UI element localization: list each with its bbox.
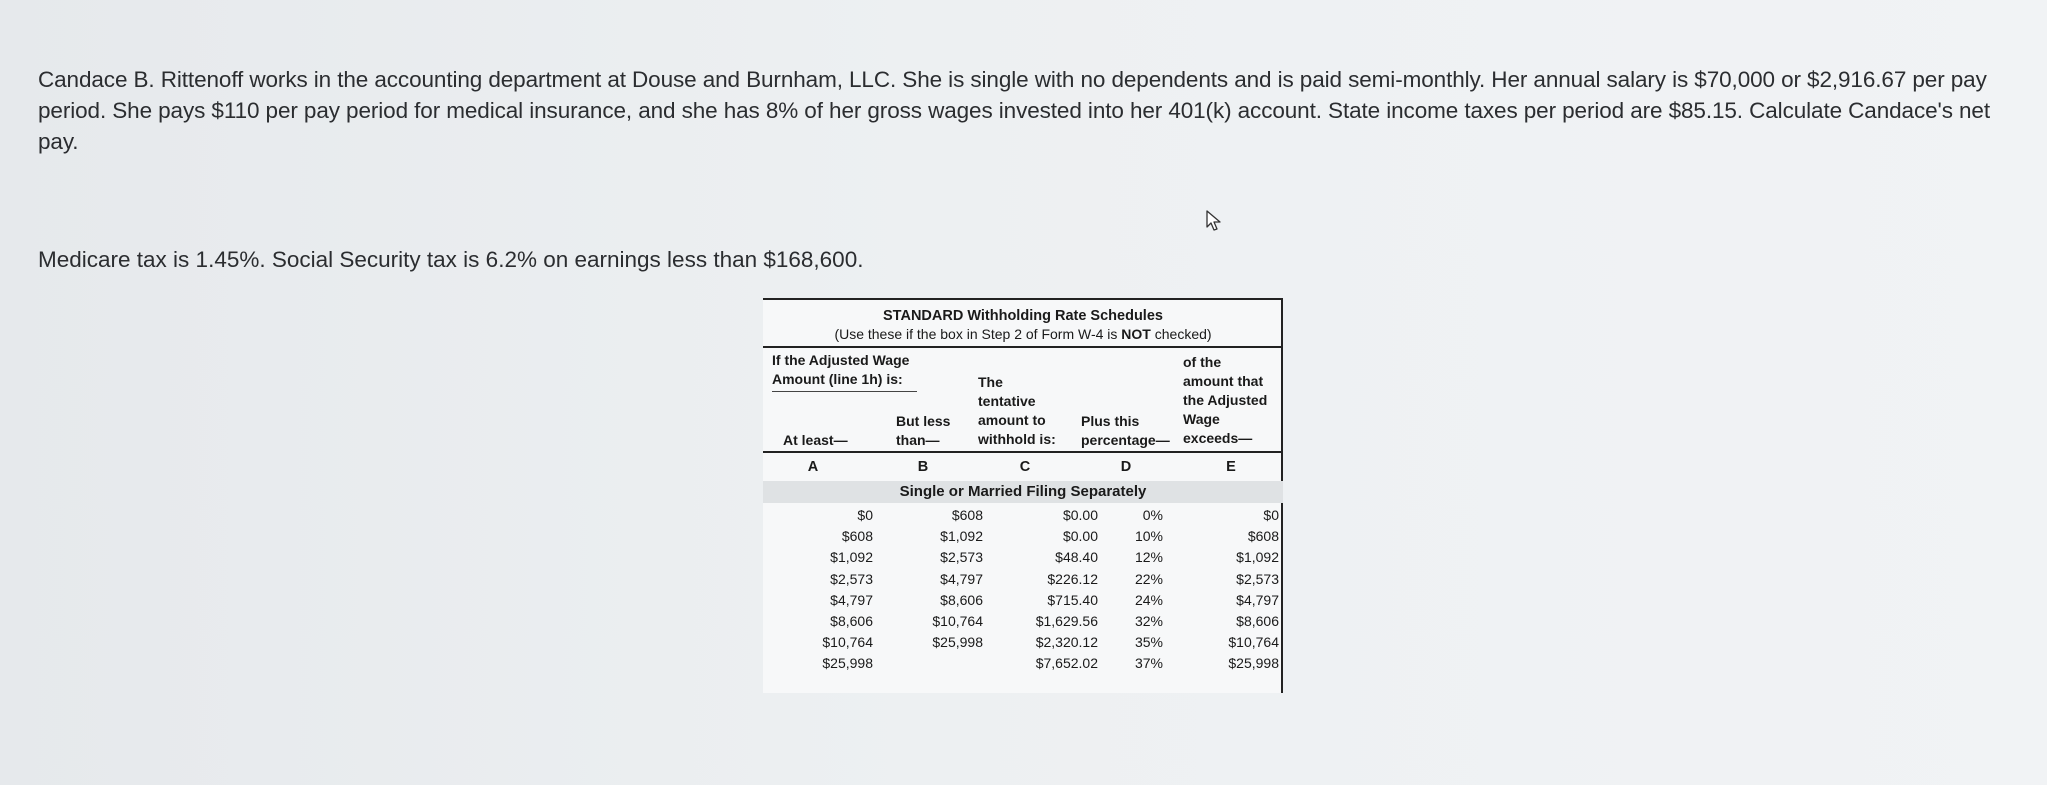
table-title: STANDARD Withholding Rate Schedules [883,308,1163,324]
table-cell-e: $1,092 [1236,549,1279,566]
table-cell-d: 22% [1134,570,1163,587]
header-line: tentative [978,393,1036,409]
table-cell-d: 10% [1134,528,1163,545]
table-cell-e: $8,606 [1236,613,1279,629]
header-underline [772,391,917,392]
table-cell-a: $8,606 [830,613,873,629]
table-top-rule [763,298,1283,300]
table-cell-e: $4,797 [1236,591,1279,608]
header-adjusted-wage [772,351,909,389]
withholding-table [763,298,1283,693]
header-rule [763,346,1283,348]
table-subtitle [763,326,1283,342]
table-cell-b: $608 [951,507,983,523]
header-plus-percentage [1081,412,1170,450]
subtitle-emphasis: NOT [1121,326,1151,342]
header-line: Amount (line 1h) is: [772,371,903,387]
header-amount-exceeds [1183,353,1267,448]
table-cell-d: 37% [1134,655,1163,672]
table-cell-a: $25,998 [822,655,873,672]
table-cell-e: $2,573 [1236,570,1279,587]
table-cell-a: $10,764 [822,634,873,651]
table-cell-d: 24% [1134,591,1163,608]
header-line: The [978,374,1003,390]
header-line: percentage— [1081,432,1170,448]
table-cell-b: $25,998 [932,634,983,651]
table-cell-c: $226.12 [1047,570,1098,587]
table-cell-e: $608 [1247,528,1279,545]
header-but-less [896,412,950,450]
header-line: Plus this [1081,413,1140,429]
column-letter-e: E [1226,459,1236,475]
table-cell-d: 12% [1134,549,1163,566]
table-cell-e: $10,764 [1228,634,1279,651]
table-cell-d: 32% [1134,613,1163,629]
header-line: the Adjusted [1183,392,1268,408]
column-letter-d: D [1120,459,1132,475]
table-cell-a: $608 [841,528,873,545]
table-cell-e: $0 [1263,507,1279,523]
table-cell-c: $715.40 [1047,591,1098,608]
table-cell-b: $10,764 [932,613,983,629]
tax-rate-note: Medicare tax is 1.45%. Social Security tax is 6.2% on earnings less than $168,600. [38,247,864,272]
table-cell-a: $2,573 [830,570,873,587]
header-tentative-amount [978,373,1056,449]
table-cell-a: $1,092 [830,549,873,566]
table-cell-d: 0% [1142,507,1163,523]
mouse-pointer-icon [1205,210,1223,232]
header-line: of the [1183,354,1222,370]
subtitle-text: (Use these if the box in Step 2 of Form W-4 is [834,326,1122,342]
header-line: But less [896,413,951,429]
column-letter-a: A [807,459,819,475]
table-cell-c: $2,320.12 [1035,634,1098,651]
header-line: than— [896,432,940,448]
table-cell-c: $1,629.56 [1035,613,1098,629]
table-cell-b: $2,573 [940,549,983,566]
table-cell-c: $0.00 [1062,507,1098,523]
table-cell-e: $25,998 [1228,655,1279,672]
problem-statement: Candace B. Rittenoff works in the accounting department at Douse and Burnham, LLC. She is single with no dependents and is paid semi-monthly. Her annual salary is $70,000 or $2,916.67 per pay period. She pays $110 per pay period for medical insurance, and she has 8% of her gross wages invested into her 401(k) account. State income taxes per period are $85.15. Calculate Candace's net pay. [38,67,1991,154]
table-cell-c: $0.00 [1062,528,1098,545]
header-line: exceeds— [1183,430,1253,446]
table-cell-a: $0 [857,507,873,523]
table-cell-a: $4,797 [830,591,873,608]
column-letter-b: B [917,459,929,475]
table-cell-b: $4,797 [940,570,983,587]
table-cell-b: $8,606 [940,591,983,608]
table-cell-b: $1,092 [940,528,983,545]
column-letter-c: C [1019,459,1031,475]
header-line: If the Adjusted Wage [772,352,910,368]
table-cell-c: $48.40 [1055,549,1098,566]
header-line: withhold is: [978,431,1056,447]
header-line: amount that [1183,373,1264,389]
column-letter-rule [763,451,1283,453]
header-at-least: At least— [783,432,848,448]
table-cell-c: $7,652.02 [1035,655,1098,672]
subtitle-text-end: checked) [1150,326,1212,342]
header-line: Wage [1183,411,1220,427]
table-cell-d: 35% [1134,634,1163,651]
header-line: amount to [978,412,1046,428]
section-title: Single or Married Filing Separately [763,481,1283,503]
